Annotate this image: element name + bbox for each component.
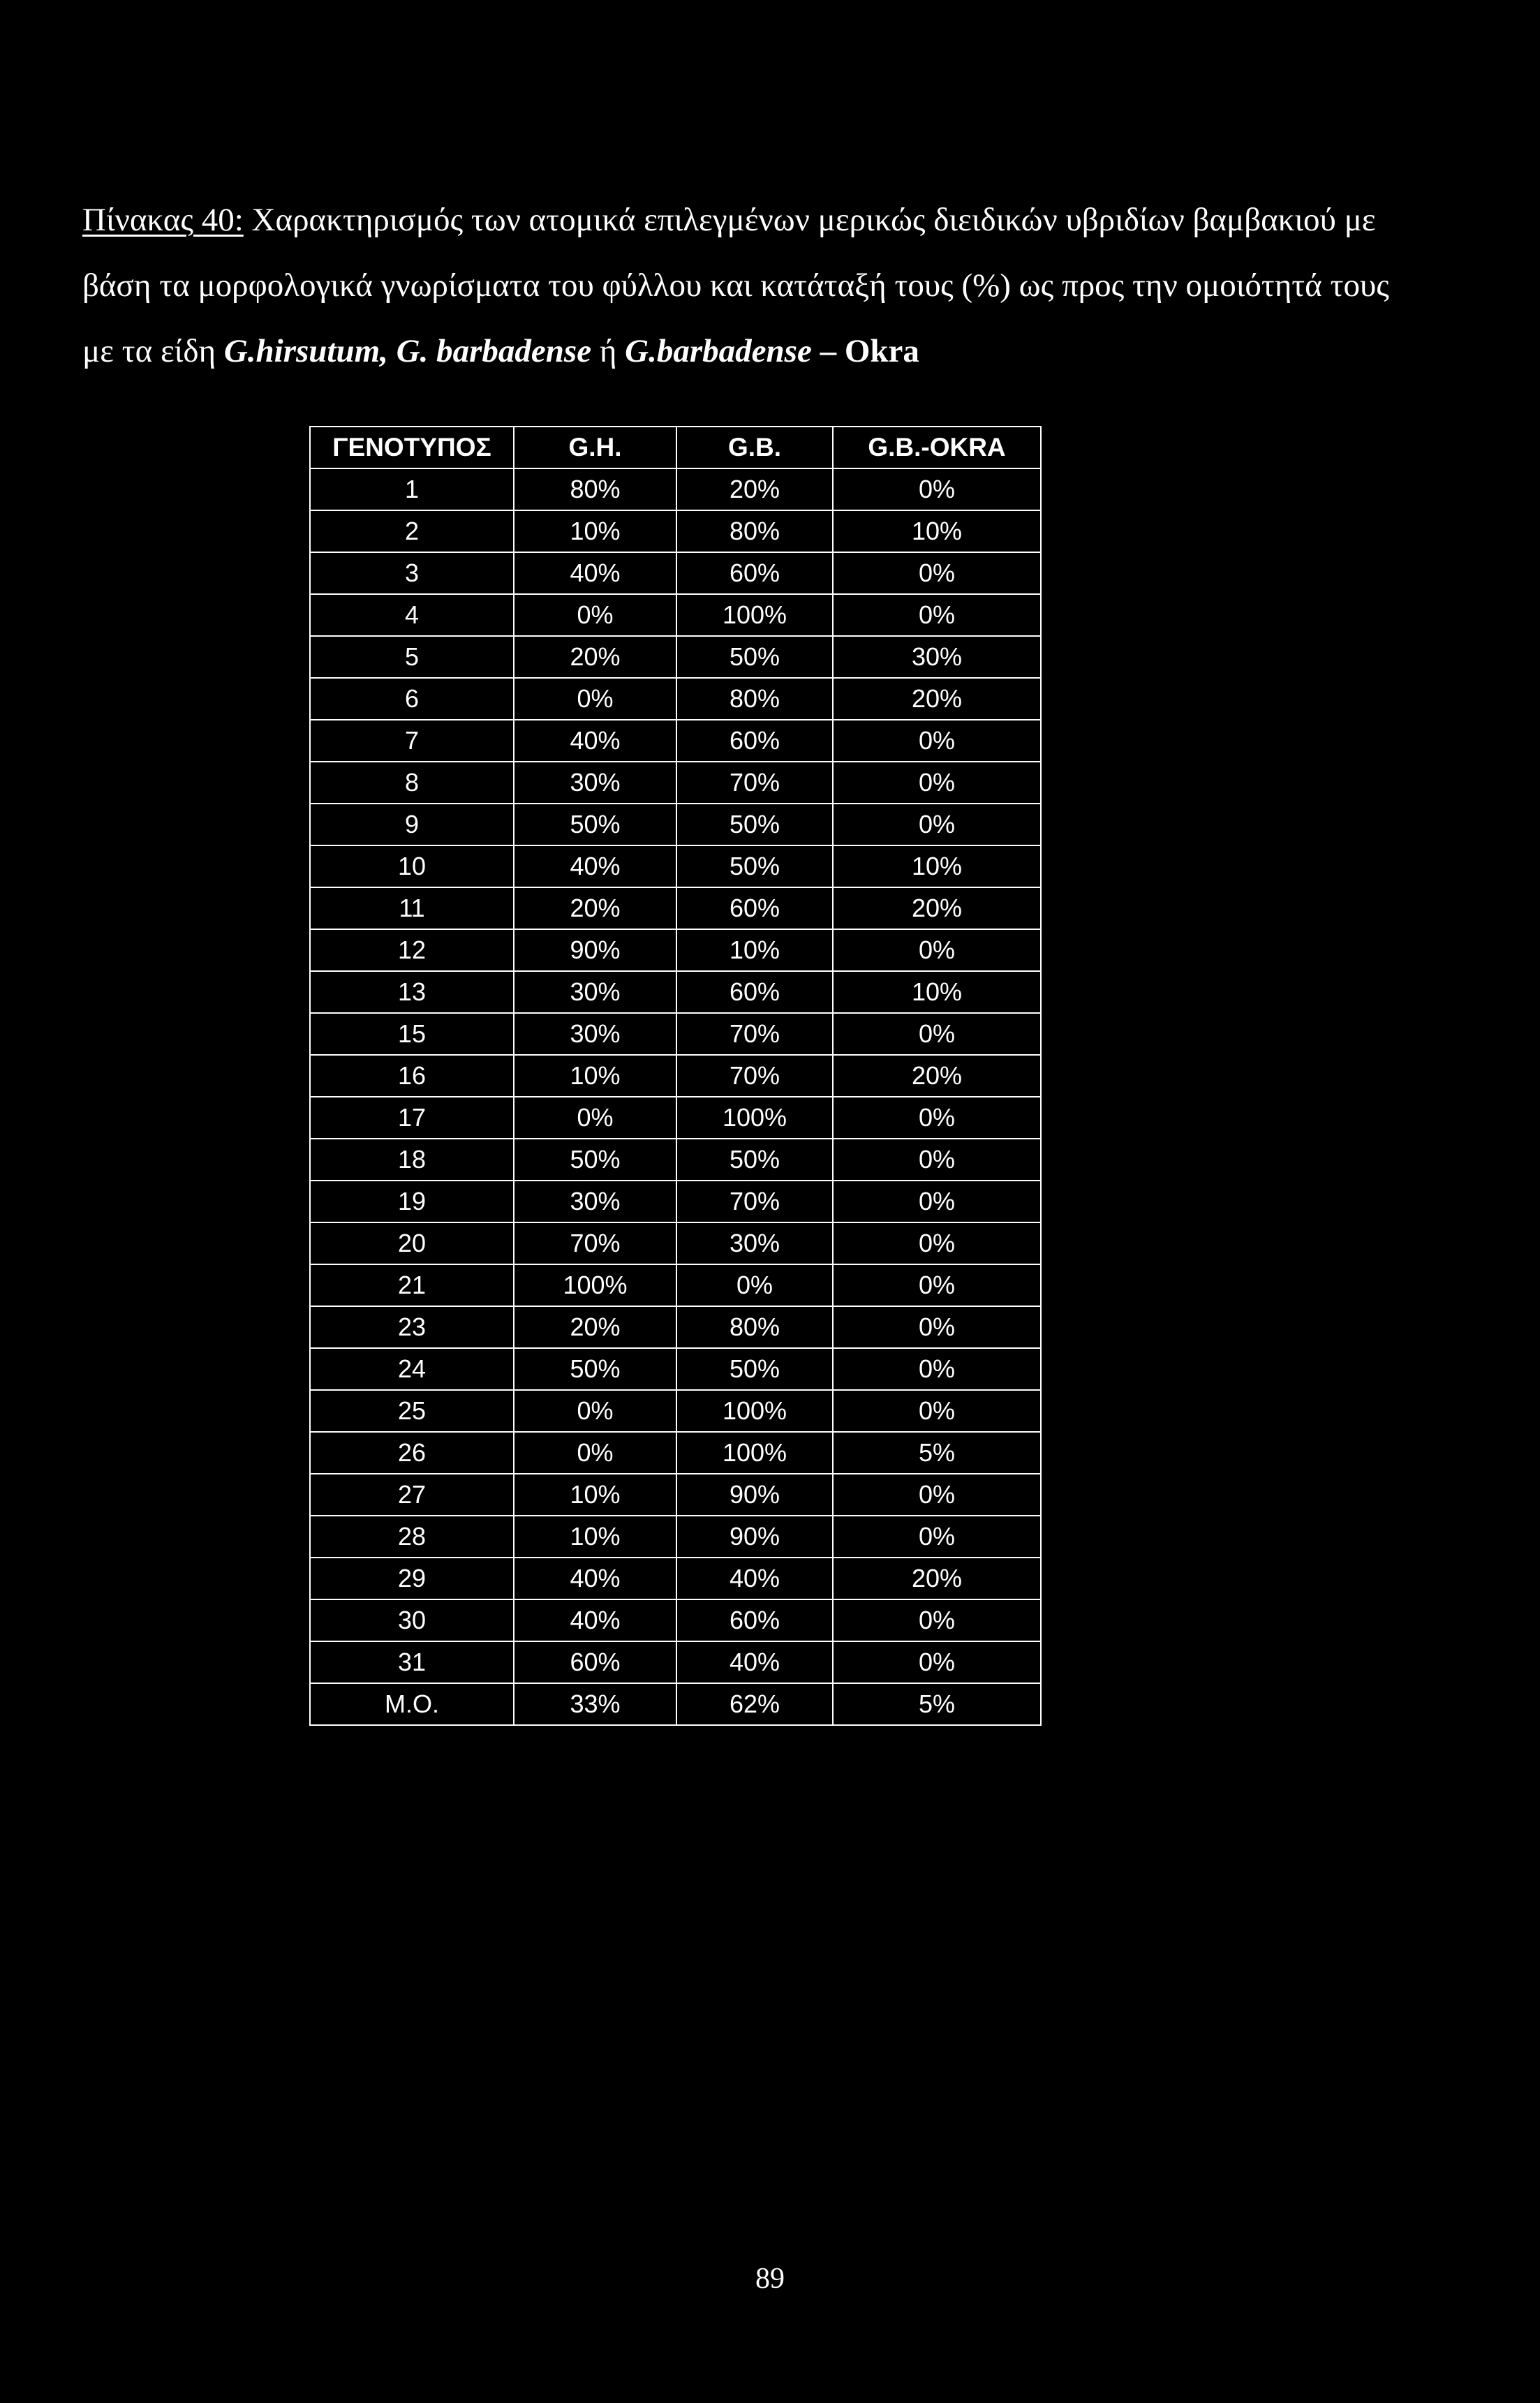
cell-gb: 50% xyxy=(676,1139,833,1181)
cell-genotype: 13 xyxy=(310,971,514,1013)
header-gb: G.B. xyxy=(676,427,833,468)
cell-genotype: 29 xyxy=(310,1558,514,1599)
cell-gh: 0% xyxy=(514,594,676,636)
table-row xyxy=(310,468,1041,510)
cell-gb: 80% xyxy=(676,1306,833,1348)
cell-genotype: 17 xyxy=(310,1097,514,1139)
header-genotype: ΓΕΝΟΤΥΠΟΣ xyxy=(310,427,514,468)
table-row xyxy=(310,804,1041,845)
cell-gh: 0% xyxy=(514,1432,676,1474)
cell-gh: 30% xyxy=(514,762,676,804)
cell-gb-okra: 0% xyxy=(833,720,1041,762)
table-row xyxy=(310,594,1041,636)
cell-gb-okra: 0% xyxy=(833,1264,1041,1306)
species-barbadense-okra: G.barbadense xyxy=(625,333,812,369)
cell-genotype: 9 xyxy=(310,804,514,845)
cell-gb-okra: 0% xyxy=(833,1306,1041,1348)
cell-gb-okra: 0% xyxy=(833,804,1041,845)
cell-gh: 20% xyxy=(514,636,676,678)
cell-gh: 20% xyxy=(514,1306,676,1348)
cell-gb-okra: 0% xyxy=(833,1348,1041,1390)
cell-gh: 40% xyxy=(514,1599,676,1641)
cell-gb-okra: 0% xyxy=(833,1390,1041,1432)
cell-genotype: 28 xyxy=(310,1516,514,1558)
cell-gb: 70% xyxy=(676,1181,833,1222)
cell-genotype: 31 xyxy=(310,1641,514,1683)
cell-gb: 70% xyxy=(676,1013,833,1055)
table-row xyxy=(310,510,1041,552)
table-row xyxy=(310,1013,1041,1055)
cell-gh: 80% xyxy=(514,468,676,510)
cell-genotype: 26 xyxy=(310,1432,514,1474)
cell-gb-okra: 0% xyxy=(833,1474,1041,1516)
cell-gh: 30% xyxy=(514,971,676,1013)
cell-gb: 100% xyxy=(676,594,833,636)
cell-gb-okra: 10% xyxy=(833,845,1041,887)
table-row xyxy=(310,1390,1041,1432)
cell-gb: 80% xyxy=(676,510,833,552)
caption-conjunction: ή xyxy=(591,333,625,369)
caption-suffix: – Okra xyxy=(811,333,919,369)
cell-genotype: 18 xyxy=(310,1139,514,1181)
cell-gb: 30% xyxy=(676,1222,833,1264)
cell-gb-okra: 10% xyxy=(833,971,1041,1013)
cell-gb: 60% xyxy=(676,1599,833,1641)
cell-gb: 90% xyxy=(676,1474,833,1516)
table-row xyxy=(310,1641,1041,1683)
cell-gb: 100% xyxy=(676,1097,833,1139)
table-row xyxy=(310,1181,1041,1222)
table-row xyxy=(310,636,1041,678)
cell-gh: 10% xyxy=(514,1516,676,1558)
cell-gb: 50% xyxy=(676,804,833,845)
cell-genotype: 6 xyxy=(310,678,514,720)
cell-genotype: 2 xyxy=(310,510,514,552)
table-row xyxy=(310,1348,1041,1390)
cell-gh: 40% xyxy=(514,720,676,762)
cell-gh: 60% xyxy=(514,1641,676,1683)
table-row xyxy=(310,1516,1041,1558)
cell-gb-okra: 0% xyxy=(833,468,1041,510)
cell-gb-okra: 0% xyxy=(833,929,1041,971)
cell-gb: 100% xyxy=(676,1432,833,1474)
cell-gb: 70% xyxy=(676,1055,833,1097)
cell-gb-okra: 30% xyxy=(833,636,1041,678)
cell-genotype: 1 xyxy=(310,468,514,510)
table-row xyxy=(310,720,1041,762)
cell-gh: 10% xyxy=(514,1055,676,1097)
cell-gb-okra: 0% xyxy=(833,1641,1041,1683)
cell-gh: 10% xyxy=(514,510,676,552)
cell-gb: 62% xyxy=(676,1683,833,1725)
cell-gh: 50% xyxy=(514,804,676,845)
page-number: 89 xyxy=(755,2263,785,2295)
cell-gb-okra: 0% xyxy=(833,1097,1041,1139)
species-barbadense: G. barbadense xyxy=(396,333,592,369)
cell-gb-okra: 0% xyxy=(833,552,1041,594)
cell-gb: 50% xyxy=(676,845,833,887)
cell-genotype: 20 xyxy=(310,1222,514,1264)
cell-gh: 30% xyxy=(514,1181,676,1222)
table-row-average xyxy=(310,1683,1041,1725)
table-row xyxy=(310,887,1041,929)
cell-gb-okra: 0% xyxy=(833,1013,1041,1055)
cell-gb-okra: 0% xyxy=(833,1181,1041,1222)
table-row xyxy=(310,678,1041,720)
cell-gb: 10% xyxy=(676,929,833,971)
table-row xyxy=(310,929,1041,971)
cell-genotype: 30 xyxy=(310,1599,514,1641)
cell-gb-okra: 0% xyxy=(833,594,1041,636)
cell-gh: 20% xyxy=(514,887,676,929)
cell-gh: 90% xyxy=(514,929,676,971)
cell-gh: 100% xyxy=(514,1264,676,1306)
cell-gh: 30% xyxy=(514,1013,676,1055)
table-row xyxy=(310,1432,1041,1474)
cell-gb-okra: 0% xyxy=(833,1516,1041,1558)
cell-genotype: 3 xyxy=(310,552,514,594)
table-row xyxy=(310,1558,1041,1599)
cell-gh: 40% xyxy=(514,845,676,887)
genotype-table xyxy=(309,426,1042,1726)
cell-gb-okra: 5% xyxy=(833,1432,1041,1474)
cell-gh: 33% xyxy=(514,1683,676,1725)
cell-genotype: 5 xyxy=(310,636,514,678)
table-row xyxy=(310,1097,1041,1139)
header-gb-okra: G.B.-OKRA xyxy=(833,427,1041,468)
cell-gb: 50% xyxy=(676,1348,833,1390)
table-row xyxy=(310,845,1041,887)
cell-gb: 20% xyxy=(676,468,833,510)
cell-gb: 60% xyxy=(676,971,833,1013)
cell-gb-okra: 20% xyxy=(833,1558,1041,1599)
cell-genotype: 23 xyxy=(310,1306,514,1348)
cell-gb: 0% xyxy=(676,1264,833,1306)
cell-gh: 50% xyxy=(514,1348,676,1390)
cell-gb: 60% xyxy=(676,887,833,929)
cell-gb: 70% xyxy=(676,762,833,804)
table-caption xyxy=(82,187,1395,384)
cell-gb-okra: 0% xyxy=(833,1139,1041,1181)
cell-gh: 40% xyxy=(514,552,676,594)
cell-gb: 100% xyxy=(676,1390,833,1432)
cell-genotype: 21 xyxy=(310,1264,514,1306)
cell-gb: 60% xyxy=(676,552,833,594)
cell-genotype: 25 xyxy=(310,1390,514,1432)
table-row xyxy=(310,1474,1041,1516)
cell-gb: 60% xyxy=(676,720,833,762)
table-row xyxy=(310,1139,1041,1181)
cell-gb-okra: 0% xyxy=(833,1222,1041,1264)
cell-genotype: 27 xyxy=(310,1474,514,1516)
table-row xyxy=(310,1306,1041,1348)
cell-genotype: 12 xyxy=(310,929,514,971)
caption-text: Χαρακτηρισμός των ατομικά επιλεγμένων μερικώς διειδικών υβριδίων βαμβακιού με βάση τα μορφολογικά γνωρίσματα του φύλλου και κατάταξή τους (%) ως προς την ομοιότητά τους με τα είδη xyxy=(82,202,1389,369)
cell-gh: 10% xyxy=(514,1474,676,1516)
table-row xyxy=(310,552,1041,594)
cell-genotype: 7 xyxy=(310,720,514,762)
table-header-row xyxy=(310,427,1041,468)
header-gh: G.H. xyxy=(514,427,676,468)
cell-gb: 40% xyxy=(676,1641,833,1683)
cell-gb-okra: 0% xyxy=(833,762,1041,804)
cell-gh: 0% xyxy=(514,678,676,720)
cell-genotype: 24 xyxy=(310,1348,514,1390)
cell-gh: 40% xyxy=(514,1558,676,1599)
table-row xyxy=(310,762,1041,804)
table-row xyxy=(310,1599,1041,1641)
cell-gb-okra: 5% xyxy=(833,1683,1041,1725)
cell-gb: 50% xyxy=(676,636,833,678)
cell-genotype: 8 xyxy=(310,762,514,804)
cell-gb-okra: 0% xyxy=(833,1599,1041,1641)
cell-genotype: 15 xyxy=(310,1013,514,1055)
cell-genotype: 4 xyxy=(310,594,514,636)
cell-genotype: 10 xyxy=(310,845,514,887)
cell-gb-okra: 20% xyxy=(833,1055,1041,1097)
species-hirsutum: G.hirsutum, xyxy=(223,333,388,369)
cell-genotype: M.O. xyxy=(310,1683,514,1725)
cell-gb: 40% xyxy=(676,1558,833,1599)
table-body xyxy=(310,468,1041,1725)
cell-gb-okra: 10% xyxy=(833,510,1041,552)
cell-gb-okra: 20% xyxy=(833,887,1041,929)
cell-gb: 80% xyxy=(676,678,833,720)
cell-gb-okra: 20% xyxy=(833,678,1041,720)
caption-label: Πίνακας 40: xyxy=(82,202,244,238)
cell-gh: 70% xyxy=(514,1222,676,1264)
table-row xyxy=(310,1222,1041,1264)
table-row xyxy=(310,971,1041,1013)
cell-gh: 0% xyxy=(514,1390,676,1432)
table-row xyxy=(310,1264,1041,1306)
cell-genotype: 11 xyxy=(310,887,514,929)
cell-genotype: 16 xyxy=(310,1055,514,1097)
table-row xyxy=(310,1055,1041,1097)
cell-genotype: 19 xyxy=(310,1181,514,1222)
cell-gh: 50% xyxy=(514,1139,676,1181)
cell-gh: 0% xyxy=(514,1097,676,1139)
cell-gb: 90% xyxy=(676,1516,833,1558)
